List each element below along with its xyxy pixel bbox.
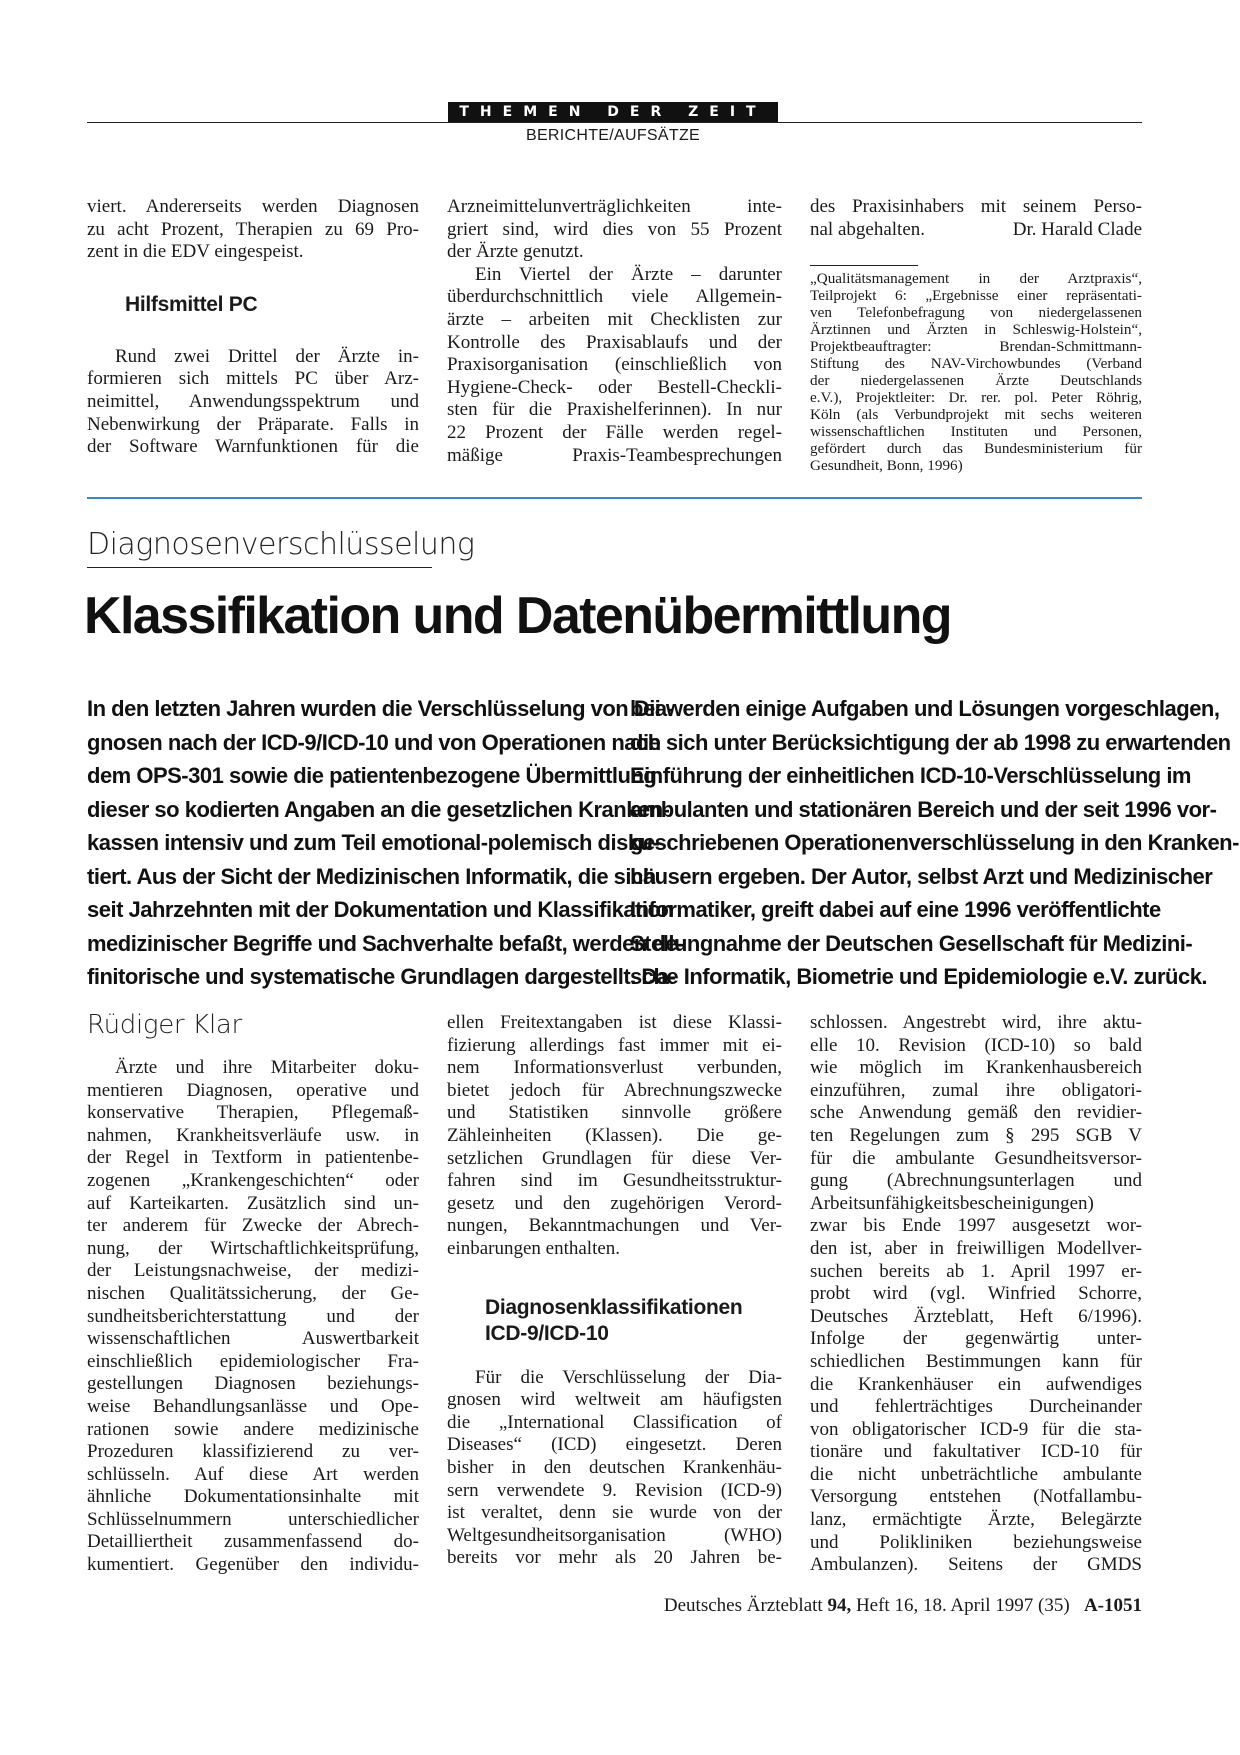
text-line: Teilprojekt 6: „Ergebnisse einer repräsentati- — [810, 287, 1142, 304]
top-col1-lines — [87, 196, 419, 264]
text-line: zwar bis Ende 1997 ausgesetzt wor- — [810, 1215, 1142, 1237]
text-line: Kontrolle des Praxisablaufs und der — [447, 331, 782, 353]
text-line: gefördert durch das Bundesministerium für — [810, 440, 1142, 457]
text-line: Stiftung des NAV-Virchowbundes (Verband — [810, 355, 1142, 372]
text-line: und Polikliniken beziehungsweise — [810, 1531, 1142, 1553]
text-line: der Regel in Textform in patientenbe- — [87, 1147, 419, 1169]
text-line: nung, der Wirtschaftlichkeitsprüfung, — [87, 1237, 419, 1259]
text-line: sern verwendete 9. Revision (ICD-9) — [447, 1479, 782, 1501]
text-line: und fehlerträchtiges Durcheinander — [810, 1396, 1142, 1418]
text-line: Projektbeauftragter: Brendan-Schmittmann- — [810, 338, 1142, 355]
text-line: ten Regelungen zum § 295 SGB V — [810, 1124, 1142, 1146]
subheading-line-1: Diagnosenklassifikationen — [485, 1295, 743, 1319]
text-line: dem OPS-301 sowie die patientenbezogene Übermittlung — [87, 763, 657, 788]
text-line: nungen, Bekanntmachungen und Ver- — [447, 1215, 782, 1237]
section-subtitle: BERICHTE/AUFSÄTZE — [525, 127, 700, 144]
text-line: der niedergelassenen Ärzte Deutschlands — [810, 372, 1142, 389]
section-banner: THEMEN DER ZEIT — [448, 102, 778, 122]
footnote — [810, 270, 1142, 474]
body-col2-bottom — [447, 1367, 782, 1570]
text-line: Versorgung entstehen (Notfallambu- — [810, 1486, 1142, 1508]
text-line: Zähleinheiten (Klassen). Die ge- — [447, 1124, 782, 1146]
text-line: einbarungen enthalten. — [447, 1237, 621, 1259]
top-col1-paragraph — [87, 346, 419, 459]
text-line: die sich unter Berücksichtigung der ab 1998 zu erwartenden — [630, 729, 1231, 755]
text-line: zu acht Prozent, Therapien zu 69 Pro- — [87, 218, 419, 240]
text-line: Weltgesundheitsorganisation (WHO) — [447, 1524, 782, 1546]
text-line: für die ambulante Gesundheitsversor- — [810, 1147, 1142, 1169]
text-line: gung (Abrechnungsunterlagen und — [810, 1170, 1142, 1192]
text-line: kassen intensiv und zum Teil emotional-polemisch disku- — [87, 830, 660, 855]
text-line: wissenschaftlichen Auswertbarkeit — [87, 1328, 419, 1350]
text-line: Köln (als Verbundprojekt mit sechs weiteren — [810, 406, 1142, 423]
text-line: elle 10. Revision (ICD-10) so bald — [810, 1034, 1142, 1056]
top-col-3 — [810, 196, 1142, 241]
lead-left-lines — [87, 692, 684, 994]
text-line: schlossen. Angestrebt wird, ihre aktu- — [810, 1012, 1142, 1033]
text-line: bietet jedoch für Abrechnungszwecke — [447, 1079, 782, 1101]
text-line: tionäre und fakultativer ICD-10 für — [810, 1441, 1142, 1463]
text-line: sche Informatik, Biometrie und Epidemiologie e.V. zurück. — [630, 964, 1208, 989]
text-line: ambulanten und stationären Bereich und der seit 1996 vor- — [630, 796, 1217, 822]
text-line: Prozeduren klassifizierend zu ver- — [87, 1441, 419, 1463]
text-line: der Leistungsnachweise, der medizi- — [87, 1260, 419, 1282]
text-line: Infolge der gegenwärtig unter- — [810, 1328, 1142, 1350]
text-line: zent in die EDV eingespeist. — [87, 241, 304, 263]
text-line: „Qualitätsmanagement in der Arztpraxis“, — [810, 270, 1142, 287]
text-line: ven Telefonbefragung von niedergelassenen — [810, 304, 1142, 321]
text-line: bei werden einige Aufgaben und Lösungen vorgeschlagen, — [630, 696, 1220, 721]
text-line: suchen bereits ab 1. April 1997 er- — [810, 1260, 1142, 1282]
text-line: den ist, aber in freiwilligen Modellver- — [810, 1237, 1142, 1259]
text-line: die nicht unbeträchtliche ambulante — [810, 1463, 1142, 1485]
text-line: Gesundheit, Bonn, 1996) — [810, 457, 963, 474]
text-line: e.V.), Projektleiter: Dr. rer. pol. Peter Röhrig, — [810, 389, 1142, 406]
subheading-hilfsmittel-pc: Hilfsmittel PC — [125, 292, 258, 316]
body-col-2 — [447, 1012, 782, 1570]
top-col2-paragraph — [447, 264, 782, 467]
text-line: Informatiker, greift dabei auf eine 1996 veröffentlichte — [630, 897, 1161, 922]
text-line: weise Behandlungsanlässe und Ope- — [87, 1395, 419, 1417]
kicker-underline — [87, 567, 432, 568]
text-line: sundheitsberichterstattung und der — [87, 1305, 419, 1327]
text-line: ellen Freitextangaben ist diese Klassi- — [447, 1012, 782, 1033]
text-line: Rund zwei Drittel der Ärzte in- — [115, 345, 419, 367]
footer-page-number: A-1051 — [1083, 1595, 1142, 1616]
footer-issue: Heft 16, 18. April 1997 (35) — [855, 1595, 1070, 1616]
text-line: 22 Prozent der Fälle werden regel- — [447, 421, 782, 443]
text-line: seit Jahrzehnten mit der Dokumentation und Klassifikation — [87, 897, 674, 922]
text-line: sten für die Praxishelferinnen). In nur — [447, 399, 782, 421]
text-line: sche Anwendung gemäß den revidier- — [810, 1102, 1142, 1124]
text-line: neimittel, Anwendungsspektrum und — [87, 390, 419, 412]
body-col3-lines — [810, 1012, 1142, 1577]
article-author: Rüdiger Klar — [87, 1010, 242, 1040]
article-kicker: Diagnosenverschlüsselung — [87, 527, 475, 562]
text-line: Detailliertheit zusammenfassend do- — [87, 1531, 419, 1553]
text-line: Ärzte und ihre Mitarbeiter doku- — [115, 1057, 419, 1078]
text-line: der Ärzte genutzt. — [447, 241, 584, 263]
body-col-1 — [87, 1057, 419, 1577]
text-line: dieser so kodierten Angaben an die gesetzlichen Kranken- — [87, 796, 670, 822]
text-line: nem Informationsverlust verbunden, — [447, 1057, 782, 1079]
text-line: probt wird (vgl. Winfried Schorre, — [810, 1283, 1142, 1305]
text-line: wissenschaftlichen Instituten und Personen, — [810, 423, 1142, 440]
col3-line-1: des Praxisinhabers mit seinem Perso- — [810, 196, 1142, 217]
text-line: Stellungnahme der Deutschen Gesellschaft für Medizini- — [630, 930, 1193, 956]
text-line: häusern ergeben. Der Autor, selbst Arzt und Medizinischer — [630, 863, 1213, 889]
text-line: gestellungen Diagnosen beziehungs- — [87, 1373, 419, 1395]
text-line: kumentiert. Gegenüber den individu- — [87, 1554, 419, 1576]
text-line: formieren sich mittels PC über Arz- — [87, 368, 419, 390]
footer-journal: Deutsches Ärzteblatt — [663, 1595, 823, 1616]
text-line: ist veraltet, denn sie wurde von der — [447, 1502, 782, 1524]
text-line: und Statistiken sinnvolle größere — [447, 1102, 782, 1124]
text-line: ärzte – arbeiten mit Checklisten zur — [447, 308, 782, 330]
text-line: lanz, ermächtigte Ärzte, Belegärzte — [810, 1509, 1142, 1531]
text-line: Deutsches Ärzteblatt, Heft 6/1996). — [810, 1305, 1142, 1327]
body-col-3 — [810, 1012, 1142, 1577]
text-line: gnosen nach der ICD-9/ICD-10 und von Operationen nach — [87, 729, 661, 755]
text-line: finitorische und systematische Grundlagen dargestellt. Da- — [87, 964, 676, 989]
text-line: wie möglich im Krankenhausbereich — [810, 1057, 1142, 1079]
subheading-line-2: ICD-9/ICD-10 — [485, 1321, 609, 1345]
text-line: Ärztinnen und Ärzten in Schleswig-Holstein“, — [810, 321, 1142, 338]
lead-right — [630, 692, 1239, 994]
text-line: gesetz und den zugehörigen Verord- — [447, 1192, 782, 1214]
text-line: schlüsseln. Auf diese Art werden — [87, 1463, 419, 1485]
text-line: Für die Verschlüsselung der Dia- — [475, 1366, 782, 1388]
text-line: bereits vor mehr als 20 Jahren be- — [447, 1547, 782, 1569]
text-line: mäßige Praxis-Teambesprechungen — [447, 444, 782, 466]
text-line: rationen sowie andere medizinische — [87, 1418, 419, 1440]
text-line: bisher in den deutschen Krankenhäu- — [447, 1456, 782, 1478]
text-line: schiedlichen Bestimmungen kann für — [810, 1350, 1142, 1372]
article-title: Klassifikation und Datenübermittlung — [84, 587, 951, 645]
text-line: auf Karteikarten. Zusätzlich sind un- — [87, 1192, 419, 1214]
text-line: geschriebenen Operationenverschlüsselung in den Kranken- — [630, 830, 1239, 855]
text-line: konservative Therapien, Pflegemaß- — [87, 1102, 419, 1124]
text-line: Arbeitsunfähigkeitsbescheinigungen) — [810, 1192, 1094, 1214]
text-line: einzuführen, zumal ihre obligatori- — [810, 1079, 1142, 1101]
text-line: überdurchschnittlich viele Allgemein- — [447, 286, 782, 308]
text-line: Einführung der einheitlichen ICD-10-Verschlüsselung im — [630, 763, 1191, 788]
lead-left — [87, 692, 684, 994]
text-line: ähnliche Dokumentationsinhalte mit — [87, 1486, 419, 1508]
lead-right-lines — [630, 692, 1239, 994]
text-line: Diseases“ (ICD) eingesetzt. Deren — [447, 1434, 782, 1456]
text-line: griert sind, wird dies von 55 Prozent — [447, 218, 782, 240]
text-line: setzlichen Grundlagen für diese Ver- — [447, 1147, 782, 1169]
text-line: Ambulanzen). Seitens der GMDS — [810, 1554, 1142, 1576]
author-signature: Dr. Harald Clade — [1012, 218, 1142, 240]
text-line: nahmen, Krankheitsverläufe usw. in — [87, 1124, 419, 1146]
text-line: Praxisorganisation (einschließlich von — [447, 354, 782, 376]
text-line: Ein Viertel der Ärzte – darunter — [475, 263, 782, 285]
body-col2-top — [447, 1012, 782, 1261]
text-line: von obligatorischer ICD-9 für die sta- — [810, 1418, 1142, 1440]
text-line: nischen Qualitätssicherung, der Ge- — [87, 1282, 419, 1304]
text-line: ter anderem für Zwecke der Abrech- — [87, 1215, 419, 1237]
text-line: zogenen „Krankengeschichten“ oder — [87, 1169, 419, 1191]
text-line: tiert. Aus der Sicht der Medizinischen Informatik, die sich — [87, 863, 656, 889]
footnote-rule — [810, 265, 918, 266]
page-footer — [600, 1595, 1142, 1617]
text-line: Nebenwirkung der Präparate. Falls in — [87, 413, 419, 435]
text-line: die „International Classification of — [447, 1411, 782, 1433]
subheading-diagnosenklassifikationen — [485, 1295, 782, 1347]
text-line: medizinischer Begriffe und Sachverhalte befaßt, werden de- — [87, 930, 684, 956]
footer-volume: 94, — [827, 1595, 852, 1616]
text-line: einschließlich epidemiologischer Fra- — [87, 1350, 419, 1372]
body-col1-lines — [87, 1057, 419, 1577]
article-divider — [87, 497, 1142, 499]
text-line: Schlüsselnummern unterschiedlicher — [87, 1508, 419, 1530]
header-rule — [87, 122, 1142, 123]
text-line: fahren sind im Gesundheitsstruktur- — [447, 1170, 782, 1192]
text-line: die Krankenhäuser ein aufwendiges — [810, 1373, 1142, 1395]
footnote-lines — [810, 270, 1142, 474]
text-line: der Software Warnfunktionen für die — [87, 436, 419, 458]
text-line: mentieren Diagnosen, operative und — [87, 1079, 419, 1101]
col3-line-2-text: nal abgehalten. — [810, 218, 926, 240]
text-line: viert. Andererseits werden Diagnosen — [87, 196, 419, 217]
text-line: fizierung allerdings fast immer mit ei- — [447, 1034, 782, 1056]
text-line: Arzneimittelunverträglichkeiten inte- — [447, 196, 782, 217]
top-col-1 — [87, 196, 419, 459]
col3-line-2 — [810, 219, 1142, 242]
text-line: In den letzten Jahren wurden die Verschlüsselung von Dia- — [87, 696, 674, 721]
text-line: gnosen wird weltweit am häufigsten — [447, 1389, 782, 1411]
top-col2-lines — [447, 196, 782, 264]
text-line: Hygiene-Check- oder Bestell-Checkli- — [447, 376, 782, 398]
top-col-2 — [447, 196, 782, 467]
